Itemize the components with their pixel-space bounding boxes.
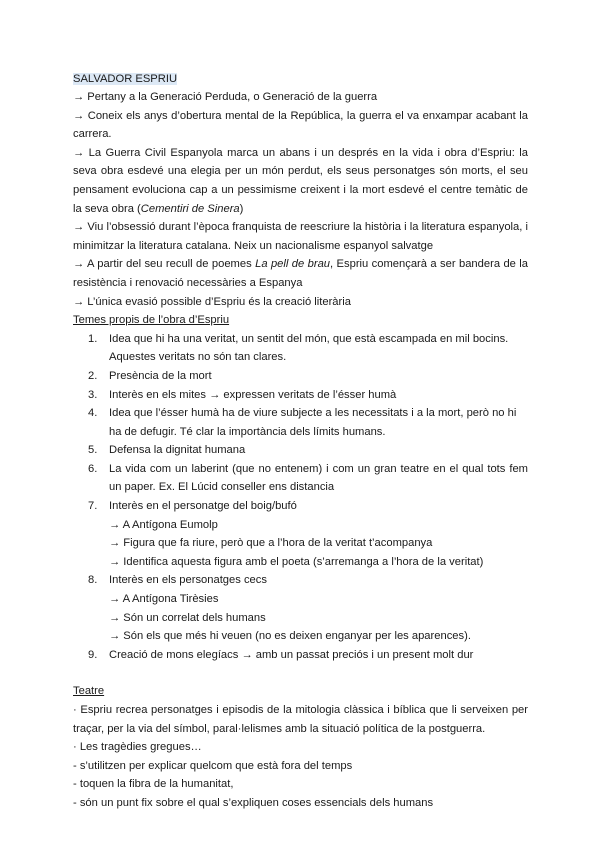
sub-item: → A Antígona Eumolp [109,518,218,531]
list-item: 5. Defensa la dignitat humana [88,444,246,457]
list-item: 9. Creació de mons elegíacs → amb un passat preciós i un present molt dur [88,648,474,661]
sub-item: → Figura que fa riure, però que a l’hora de la veritat t’acompanya [109,537,433,550]
intro-line: → Coneix els anys d’obertura mental de la República, la guerra el va enxampar acabant la carrera. [73,109,528,141]
teatre-line: · Les tragèdies gregues… [73,741,202,754]
list-item: 4. Idea que l’ésser humà ha de viure subjecte a les necessitats i a la mort, però no hi ha de defugir. Té clar la importància dels límits humans. [88,407,517,438]
teatre-line: - són un punt fix sobre el qual s’expliquen coses essencials dels humans [73,796,434,809]
sub-item: → A Antígona Tirèsies [109,593,219,606]
spacer [73,664,528,682]
teatre-line: · Espriu recrea personatges i episodis de la mitologia clàssica i bíblica que li serveixen per traçar, per la via del símbol, paral·lelismes amb la situació política de la postguerra. [73,704,528,735]
intro-line: → L’única evasió possible d’Espriu és la creació literària [73,295,351,308]
sub-item: → Són un correlat dels humans [109,611,266,624]
intro-line: → A partir del seu recull de poemes La pell de brau, Espriu començarà a ser bandera de la resistència i renovació necessàries a Espanya [73,258,529,289]
intro-line: → La Guerra Civil Espanyola marca un abans i un després en la vida i obra d’Espriu: la seva obra esdevé una elegia per un món perdut, els seus personatges són morts, el seu pensament evoluciona cap a un pessimisme creixent i la mort esdevé el centre temàtic de la seva obra (Cementiri de Sinera) [73,146,528,215]
teatre-line: - toquen la fibra de la humanitat, [73,778,234,791]
list-item: 3. Interès en els mites → expressen veritats de l’ésser humà [88,388,397,401]
teatre-line: - s’utilitzen per explicar quelcom que està fora del temps [73,759,353,772]
title-highlight: SALVADOR ESPRIU [73,73,178,85]
document-title [73,70,528,88]
list-item: 7. Interès en el personatge del boig/bufó → A Antígona Eumolp → Figura que fa riure, però que a l’hora de la veritat t’acompanya → Identifica aquesta figura amb el poeta (s’arremanga a l’hora de la veritat) [73,497,528,571]
book-title: La pell de brau [255,258,331,271]
list-item: 6. La vida com un laberint (que no entenem) i com un gran teatre en el qual tots fem un paper. Ex. El Lúcid conseller ens distancia [88,462,528,494]
teatre-heading: Teatre [73,685,105,698]
list-item: 2. Presència de la mort [88,369,212,382]
themes-list [73,330,528,665]
book-title: Cementiri de Sinera [140,202,240,215]
themes-heading: Temes propis de l’obra d’Espriu [73,314,230,327]
list-item: 1. Idea que hi ha una veritat, un sentit del món, que està escampada en mil bocins. Aquestes veritats no són tan clares. [88,332,509,364]
sub-item: → Identifica aquesta figura amb el poeta (s’arremanga a l’hora de la veritat) [109,555,484,568]
document-page [73,70,528,813]
intro-line: → Pertany a la Generació Perduda, o Generació de la guerra [73,91,378,103]
intro-line: → Viu l’obsessió durant l’època franquista de reescriure la història i la literatura espanyola, i minimitzar la literatura catalana. Neix un nacionalisme espanyol salvatge [73,221,528,252]
list-item: 8. Interès en els personatges cecs → A Antígona Tirèsies → Són un correlat dels humans → Són els que més hi veuen (no es deixen enganyar per les aparences). [73,571,528,645]
sub-item: → Són els que més hi veuen (no es deixen enganyar per les aparences). [109,630,471,643]
